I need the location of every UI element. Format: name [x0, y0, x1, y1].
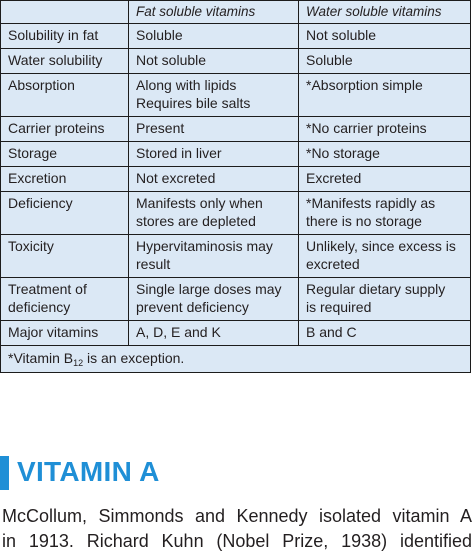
- body-paragraph: [2, 504, 472, 554]
- table-row: [1, 278, 471, 321]
- water-cell: B and C: [299, 321, 471, 346]
- water-cell: *Absorption simple: [299, 74, 471, 117]
- table-row: [1, 24, 471, 49]
- row-label: Water solubility: [1, 49, 129, 74]
- water-cell: *No carrier proteins: [299, 117, 471, 142]
- paragraph-line: McCollum, Simmonds and Kennedy isolated vitamin A: [2, 506, 472, 526]
- table-row: [1, 117, 471, 142]
- row-label: Major vitamins: [1, 321, 129, 346]
- water-cell: Unlikely, since excess is excreted: [299, 235, 471, 278]
- header-fat-soluble: Fat soluble vitamins: [129, 1, 299, 24]
- paragraph-line: in 1913. Richard Kuhn (Nobel Prize, 1938) identified: [2, 531, 472, 551]
- heading-accent-bar: [0, 456, 9, 490]
- fat-cell: Not soluble: [129, 49, 299, 74]
- water-cell: Regular dietary supply is required: [299, 278, 471, 321]
- water-cell: Not soluble: [299, 24, 471, 49]
- table-row: [1, 49, 471, 74]
- water-cell: Soluble: [299, 49, 471, 74]
- row-label: Carrier proteins: [1, 117, 129, 142]
- table-row: [1, 192, 471, 235]
- fat-cell: Not excreted: [129, 167, 299, 192]
- row-label: Treatment of deficiency: [1, 278, 129, 321]
- table-row: [1, 142, 471, 167]
- row-label: Toxicity: [1, 235, 129, 278]
- table-footnote-row: [1, 346, 471, 373]
- footnote: [1, 346, 471, 373]
- table-row: [1, 321, 471, 346]
- footnote-suffix: is an exception.: [83, 350, 185, 366]
- row-label: Absorption: [1, 74, 129, 117]
- table-row: [1, 74, 471, 117]
- water-cell: Excreted: [299, 167, 471, 192]
- row-label: Storage: [1, 142, 129, 167]
- row-label: Excretion: [1, 167, 129, 192]
- water-cell: *Manifests rapidly as there is no storage: [299, 192, 471, 235]
- section-heading: [0, 452, 474, 494]
- fat-cell: A, D, E and K: [129, 321, 299, 346]
- fat-cell: Single large doses may prevent deficiency: [129, 278, 299, 321]
- fat-cell: Hypervitaminosis may result: [129, 235, 299, 278]
- water-cell: *No storage: [299, 142, 471, 167]
- section-title: VITAMIN A: [17, 456, 160, 487]
- table-row: [1, 167, 471, 192]
- fat-cell: Manifests only when stores are depleted: [129, 192, 299, 235]
- header-blank: [1, 1, 129, 24]
- fat-cell: Along with lipids Requires bile salts: [129, 74, 299, 117]
- fat-cell: Soluble: [129, 24, 299, 49]
- header-water-soluble: Water soluble vitamins: [299, 1, 471, 24]
- row-label: Deficiency: [1, 192, 129, 235]
- fat-cell: Present: [129, 117, 299, 142]
- table-header-row: [1, 1, 471, 24]
- footnote-subscript: 12: [73, 358, 84, 368]
- table-row: [1, 235, 471, 278]
- footnote-prefix: *Vitamin B: [8, 350, 74, 366]
- row-label: Solubility in fat: [1, 24, 129, 49]
- fat-cell: Stored in liver: [129, 142, 299, 167]
